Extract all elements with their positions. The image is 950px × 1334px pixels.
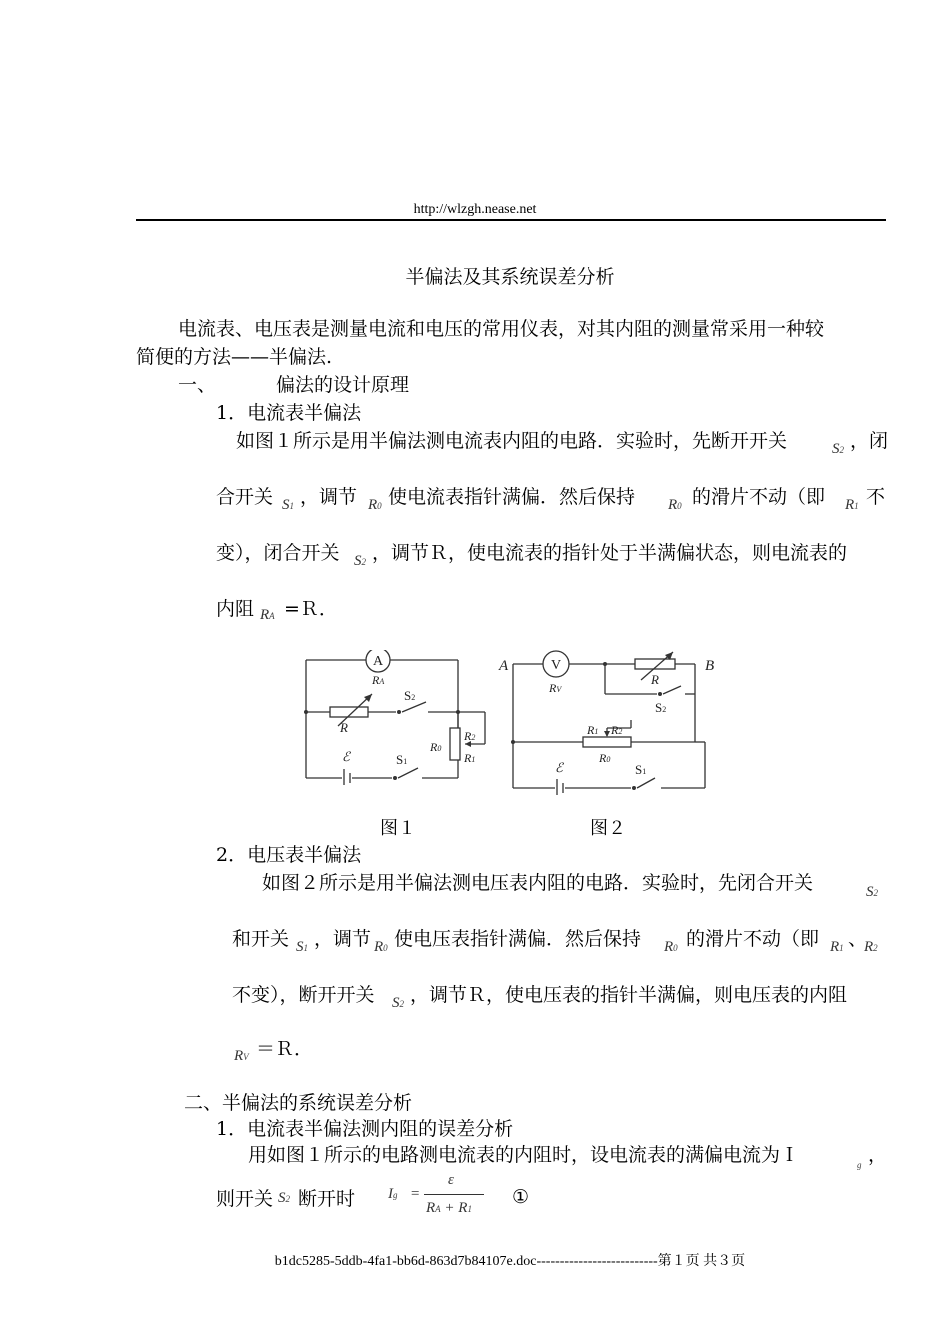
s1p2-var-s2: S2 (866, 884, 878, 900)
s1p1-var-r1: R1 (845, 497, 859, 513)
fig2-a-label: A (499, 658, 509, 674)
fig1-s1-label: S1 (396, 752, 408, 767)
s1p1-text-2a: 合开关 (216, 486, 274, 508)
fig2-s1-label: S1 (635, 762, 647, 777)
s1p1-text-4b: =Ｒ． (284, 598, 338, 620)
fig2-emf-label: ℰ (555, 760, 563, 775)
fig1-r1-label: R1 (464, 751, 476, 765)
s1p1-text-4a: 内阻 (216, 598, 255, 620)
figure-1-circuit (300, 650, 495, 785)
fig2-s2-label: S2 (655, 700, 667, 715)
page-footer: b1dc5285-5ddb-4fa1-bb6d-863d7b84107e.doc--------------------------第１页 共３页 (274, 1254, 746, 1269)
intro-line-1: 电流表、电压表是测量电流和电压的常用仪表，对其内阻的测量常采用一种较 (178, 318, 825, 340)
formula-numerator: ε (448, 1172, 454, 1188)
s2p1-text-1-end: ， (868, 1144, 888, 1166)
s2p1-text-2b: 断开时 (298, 1188, 356, 1210)
formula-denominator: RA + R1 (426, 1200, 472, 1216)
s1p2-text-3b: ，调节Ｒ，使电压表的指针半满偏，则电压表的内阻 (410, 984, 848, 1006)
equation-number: ① (512, 1186, 530, 1208)
fig2-b-label: B (705, 658, 715, 674)
figure-2-caption: 图２ (590, 818, 626, 839)
s1p2-var-s1: S1 (296, 939, 308, 955)
fig1-s2-label: S2 (404, 688, 416, 703)
s1p1-var-s2-b: S2 (354, 553, 366, 569)
s1p2-var-rv: RV (234, 1048, 249, 1064)
s1p1-text-3a: 变），闭合开关 (216, 542, 340, 564)
s1p2-text-1: 如图２所示是用半偏法测电压表内阻的电路．实验时，先闭合开关 (262, 872, 814, 894)
s1p2-text-2c: 使电压表指针满偏．然后保持 (394, 928, 642, 950)
fig1-r0-label: R0 (430, 740, 442, 754)
s1p1-var-r0-a: R0 (368, 497, 382, 513)
fig1-r2-label: R2 (464, 729, 476, 743)
fig2-r1-label: R1 (587, 723, 599, 737)
fig2-voltmeter-label: V (550, 658, 562, 673)
s1p2-text-2a: 和开关 (232, 928, 290, 950)
section2-heading: 二、半偏法的系统误差分析 (184, 1092, 413, 1114)
s1p1-text-2b: ，调节 (300, 486, 358, 508)
s1p2-text-4b: ＝Ｒ． (256, 1038, 314, 1060)
s1p1-text-1b: ，闭 (850, 430, 889, 452)
s1p1-var-s2: S2 (832, 441, 844, 457)
section1-sub2-heading: 2．电压表半偏法 (216, 844, 362, 866)
s1p2-var-s2-b: S2 (392, 995, 404, 1011)
figure-1-caption: 图１ (380, 818, 416, 839)
s2p1-text-2a: 则开关 (216, 1188, 274, 1210)
fig1-ammeter-label: A (372, 654, 384, 669)
s1p2-text-2e: 、 (848, 928, 868, 950)
fig1-ra-label: RA (372, 673, 385, 687)
s1p2-var-r2: R2 (864, 939, 878, 955)
s1p1-text-2e: 不 (866, 486, 886, 508)
fig2-r0-label: R0 (599, 751, 611, 765)
page-title: 半偏法及其系统误差分析 (405, 266, 615, 288)
section1-sub1-heading: 1．电流表半偏法 (216, 402, 362, 424)
header-rule (136, 219, 886, 221)
fig2-rv-label: RV (549, 681, 562, 695)
fig2-r2-label: R2 (611, 723, 623, 737)
s1p2-text-2b: ，调节 (314, 928, 372, 950)
s1p1-text-1: 如图１所示是用半偏法测电流表内阻的电路．实验时，先断开开关 (236, 430, 788, 452)
fig2-r-label: R (651, 672, 659, 687)
s1p1-text-3b: ，调节Ｒ，使电流表的指针处于半满偏状态，则电流表的 (372, 542, 848, 564)
s2p1-sub-g: g (857, 1160, 862, 1170)
intro-line-2: 简便的方法——半偏法. (136, 346, 333, 368)
s1p1-var-r0-b: R0 (668, 497, 682, 513)
s1p2-var-r0-a: R0 (374, 939, 388, 955)
s1p1-text-2c: 使电流表指针满偏．然后保持 (388, 486, 636, 508)
s2p1-text-1: 用如图１所示的电路测电流表的内阻时，设电流表的满偏电流为Ｉ (248, 1144, 800, 1166)
s1p1-text-2d: 的滑片不动（即 (692, 486, 826, 508)
s1p2-var-r1: R1 (830, 939, 844, 955)
s1p2-text-2d: 的滑片不动（即 (686, 928, 820, 950)
section1-number: 一、 (178, 374, 217, 396)
formula-fraction-bar (424, 1194, 484, 1195)
s2p1-var-s2: S2 (278, 1190, 290, 1206)
s1p2-var-r0-b: R0 (664, 939, 678, 955)
figure-2-circuit (495, 650, 725, 795)
fig1-emf-label: ℰ (342, 749, 350, 764)
formula-ig: Ig (388, 1186, 398, 1202)
s1p1-var-s1: S1 (282, 497, 294, 513)
header-url: http://wlzgh.nease.net (413, 202, 537, 217)
section1-heading: 偏法的设计原理 (276, 374, 410, 396)
fig1-r-label: R (340, 720, 348, 735)
s1p2-text-3a: 不变），断开开关 (232, 984, 375, 1006)
section2-sub1-heading: 1．电流表半偏法测内阻的误差分析 (216, 1118, 514, 1140)
formula-equals: = (410, 1186, 421, 1202)
s1p1-var-ra: RA (260, 607, 275, 623)
